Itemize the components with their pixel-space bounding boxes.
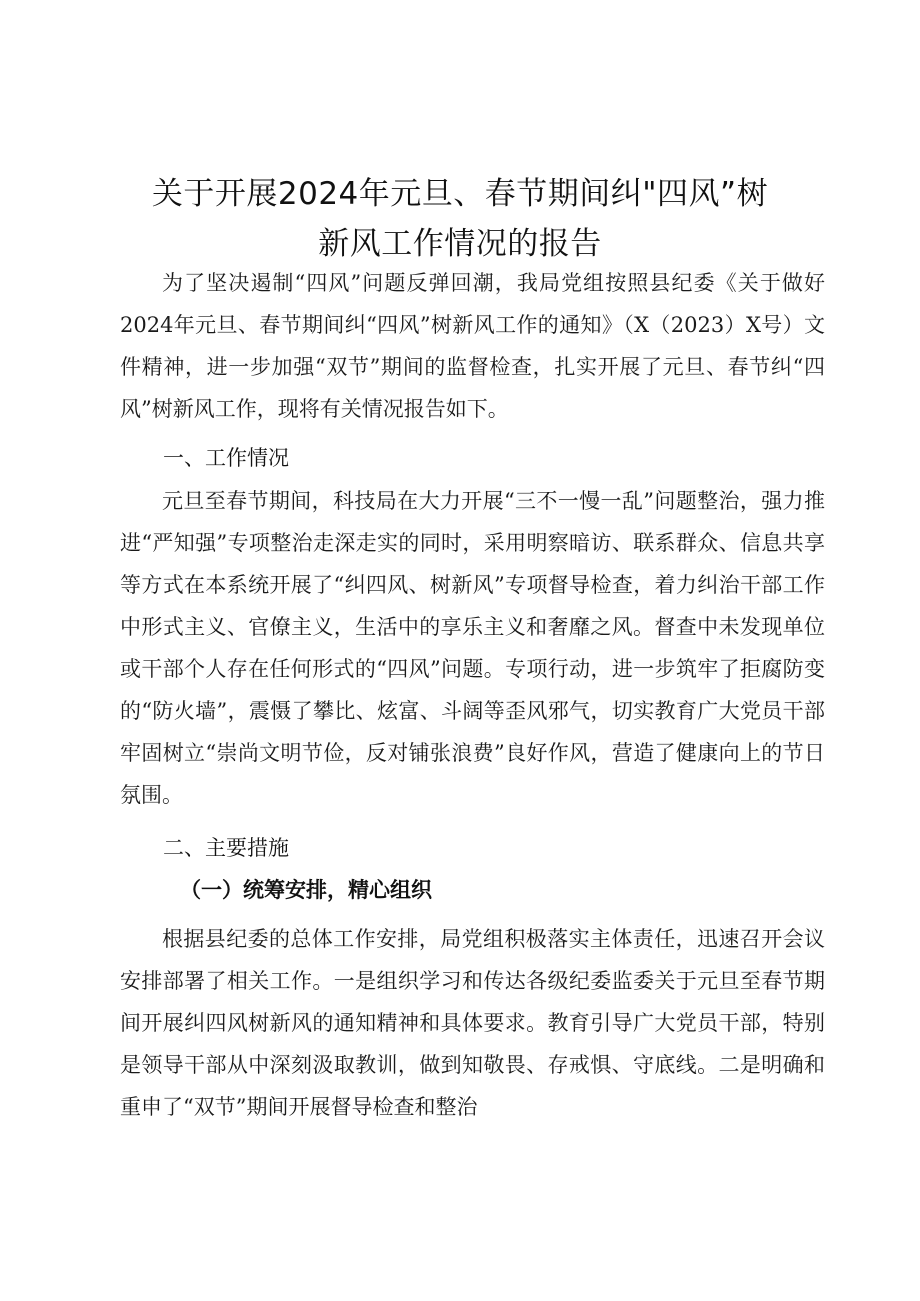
intro-paragraph: 为了坚决遏制“四风”问题反弹回潮，我局党组按照县纪委《关于做好2024年元旦、春节期间纠“四风”树新风工作的通知》（X（2023）X号）文件精神，进一步加强“双节”期间的监督检查，扎实开展了元旦、春节纠“四风”树新风工作，现将有关情况报告如下。 xyxy=(120,271,825,421)
subsection-heading-coordination: （一）统筹安排，精心组织 xyxy=(180,877,432,902)
work-status-paragraph: 元旦至春节期间，科技局在大力开展“三不一慢一乱”问题整治，强力推进“严知强”专项整治走深走实的同时，采用明察暗访、联系群众、信息共享等方式在本系统开展了“纠四风、树新风”专项督导检查，着力纠治干部工作中形式主义、官僚主义，生活中的享乐主义和奢靡之风。督查中未发现单位或干部个人存在任何形式的“四风”问题。专项行动，进一步筑牢了拒腐防变的“防火墙”，震慑了攀比、炫富、斗阔等歪风邪气，切实教育广大党员干部牢固树立“崇尚文明节俭，反对铺张浪费”良好作风，营造了健康向上的节日氛围。 xyxy=(120,489,825,807)
document-title-line-2: 新风工作情况的报告 xyxy=(318,226,602,262)
section-heading-work-status: 一、工作情况 xyxy=(163,446,289,470)
coordination-paragraph: 根据县纪委的总体工作安排，局党组积极落实主体责任，迅速召开会议安排部署了相关工作。一是组织学习和传达各级纪委监委关于元旦至春节期间开展纠四风树新风的通知精神和具体要求。教育引导广大党员干部，特别是领导干部从中深刻汲取教训，做到知敬畏、存戒惧、守底线。二是明确和重申了“双节”期间开展督导检查和整治 xyxy=(120,927,825,1119)
document-title-line-1: 关于开展2024年元旦、春节期间纠"四风”树 xyxy=(151,176,769,212)
section-heading-main-measures: 二、主要措施 xyxy=(163,836,289,860)
